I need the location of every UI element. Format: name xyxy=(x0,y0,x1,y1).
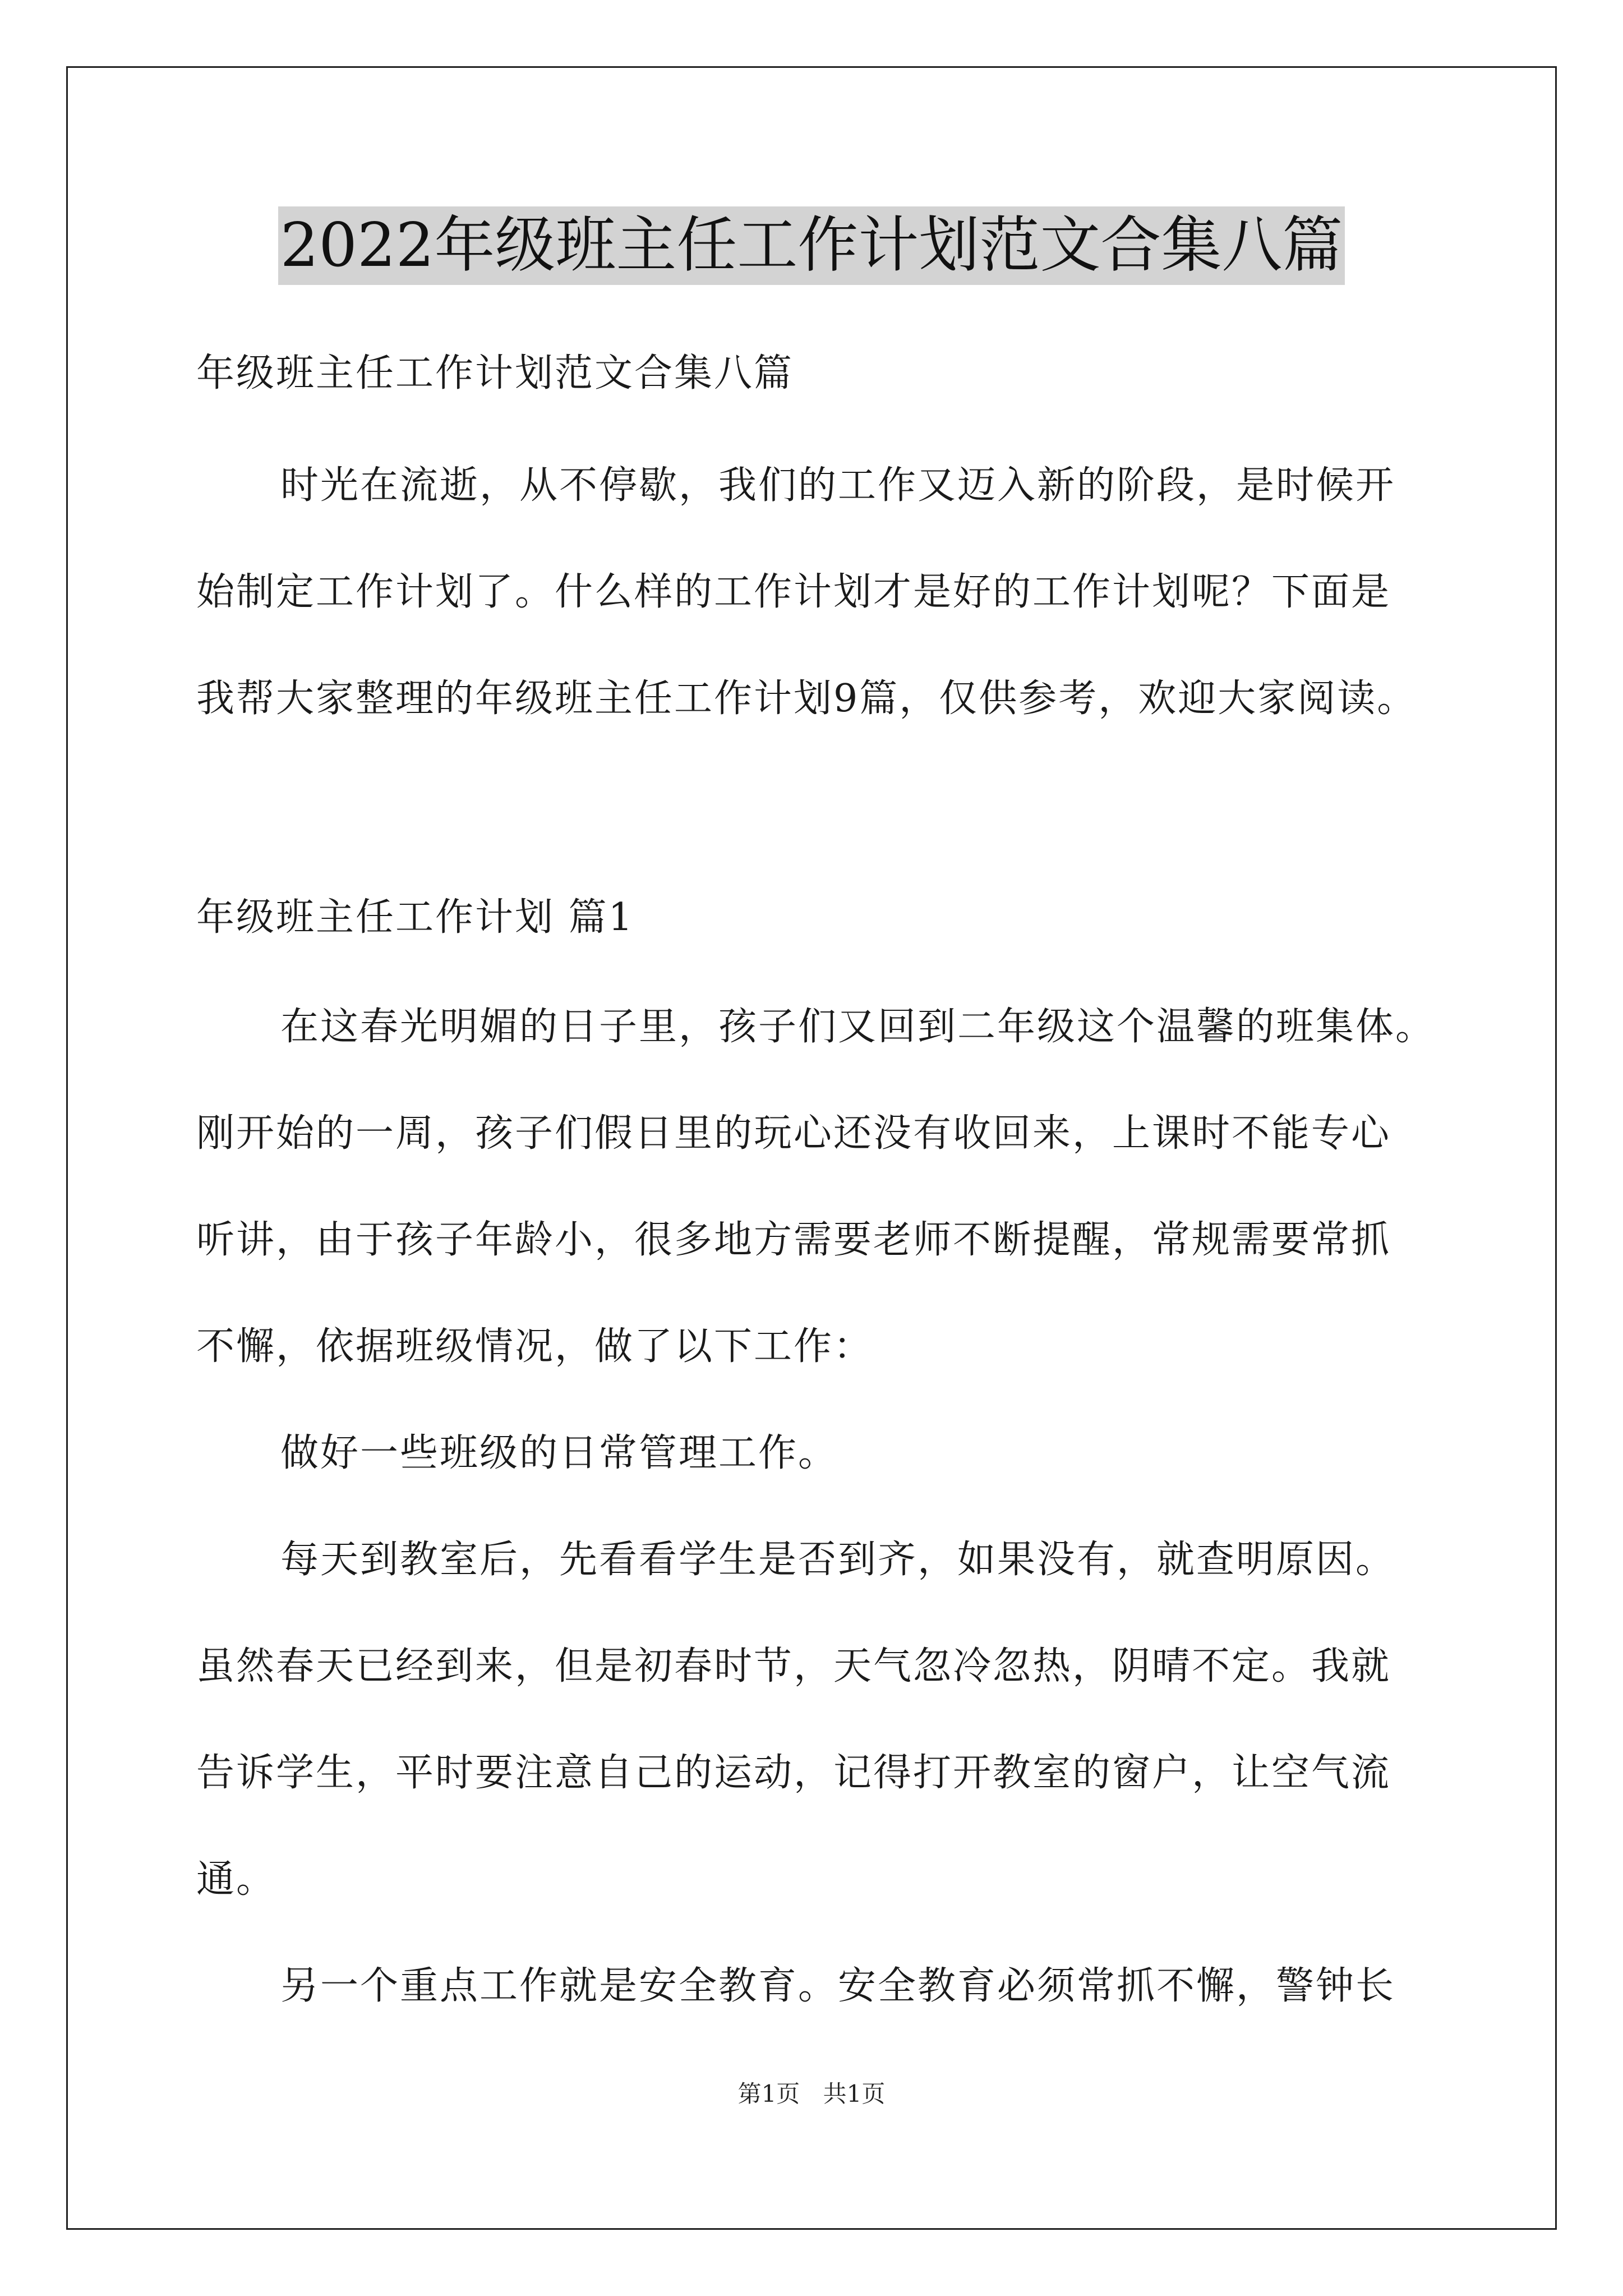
paragraph-line: 告诉学生，平时要注意自己的运动，记得打开教室的窗户，让空气流 xyxy=(196,1751,1391,1795)
paragraph-line: 另一个重点工作就是安全教育。安全教育必须常抓不懈，警钟长 xyxy=(280,1964,1396,2008)
page-footer xyxy=(0,2076,1623,2109)
title-container xyxy=(0,206,1623,285)
paragraph-line: 时光在流逝，从不停歇，我们的工作又迈入新的阶段，是时候开 xyxy=(280,463,1396,508)
paragraph-line: 做好一些班级的日常管理工作。 xyxy=(280,1431,838,1475)
paragraph-line: 刚开始的一周，孩子们假日里的玩心还没有收回来，上课时不能专心 xyxy=(196,1111,1391,1156)
paragraph-line: 听讲，由于孩子年龄小，很多地方需要老师不断提醒，常规需要常抓 xyxy=(196,1218,1391,1262)
page-number-current: 第1页 xyxy=(737,2080,800,2108)
paragraph-line: 在这春光明媚的日子里，孩子们又回到二年级这个温馨的班集体。 xyxy=(280,1005,1436,1049)
paragraph-line: 每天到教室后，先看看学生是否到齐，如果没有，就查明原因。 xyxy=(280,1538,1396,1582)
page-number-total: 共1页 xyxy=(823,2080,886,2108)
paragraph-line: 我帮大家整理的年级班主任工作计划9篇，仅供参考，欢迎大家阅读。 xyxy=(196,677,1417,721)
paragraph-line: 虽然春天已经到来，但是初春时节，天气忽冷忽热，阴晴不定。我就 xyxy=(196,1644,1391,1688)
paragraph-line: 不懈，依据班级情况，做了以下工作： xyxy=(196,1324,874,1369)
document-title: 2022年级班主任工作计划范文合集八篇 xyxy=(278,206,1345,285)
subtitle-line: 年级班主任工作计划范文合集八篇 xyxy=(196,351,794,395)
section-heading: 年级班主任工作计划 篇1 xyxy=(196,895,634,940)
paragraph-line: 始制定工作计划了。什么样的工作计划才是好的工作计划呢？下面是 xyxy=(196,570,1391,614)
paragraph-line: 通。 xyxy=(196,1857,276,1902)
